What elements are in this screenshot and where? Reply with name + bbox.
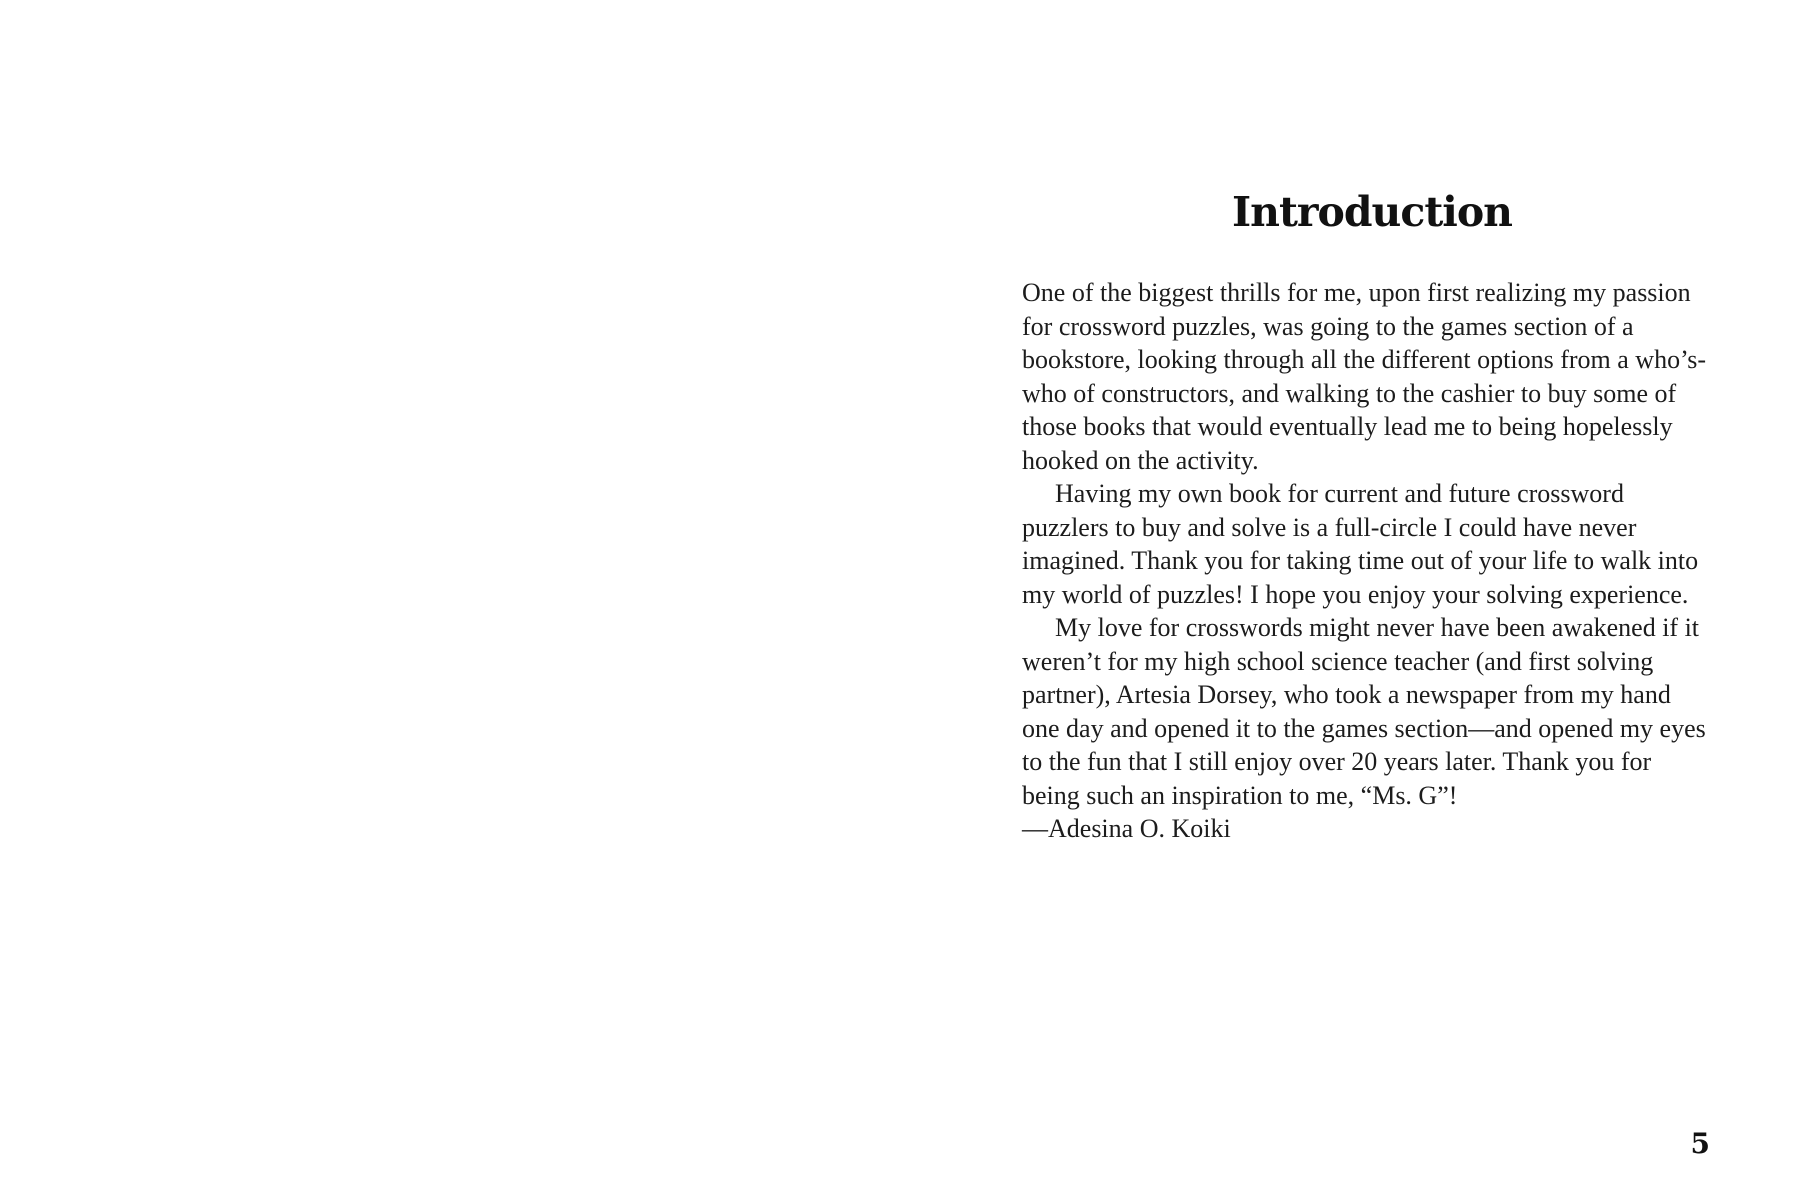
paragraph-3: My love for crosswords might never have been awakened if it weren’t for my high school science teacher (and first solving partner), Artesia Dorsey, who took a newspaper from my hand one day and opened it to the games section—and opened my eyes to the fun that I still enjoy over 20 years later. Thank you for being such an inspiration to me, “Ms. G”!	[1022, 613, 1706, 810]
author-signature: —Adesina O. Koiki	[1022, 814, 1231, 843]
paragraph-1: One of the biggest thrills for me, upon first realizing my passion for crossword puzzles, was going to the games section of a bookstore, looking through all the different options from a who’s-who of constructors, and walking to the cashier to buy some of those books that would eventually lead me to being hopelessly hooked on the activity.	[1022, 278, 1707, 475]
page-title: Introduction	[1232, 188, 1512, 236]
page-number: 5	[1690, 1127, 1710, 1160]
introduction-body	[1022, 276, 1712, 846]
paragraph-2: Having my own book for current and future crossword puzzlers to buy and solve is a full-circle I could have never imagined. Thank you for taking time out of your life to walk into my world of puzzles! I hope you enjoy your solving experience.	[1022, 479, 1699, 609]
